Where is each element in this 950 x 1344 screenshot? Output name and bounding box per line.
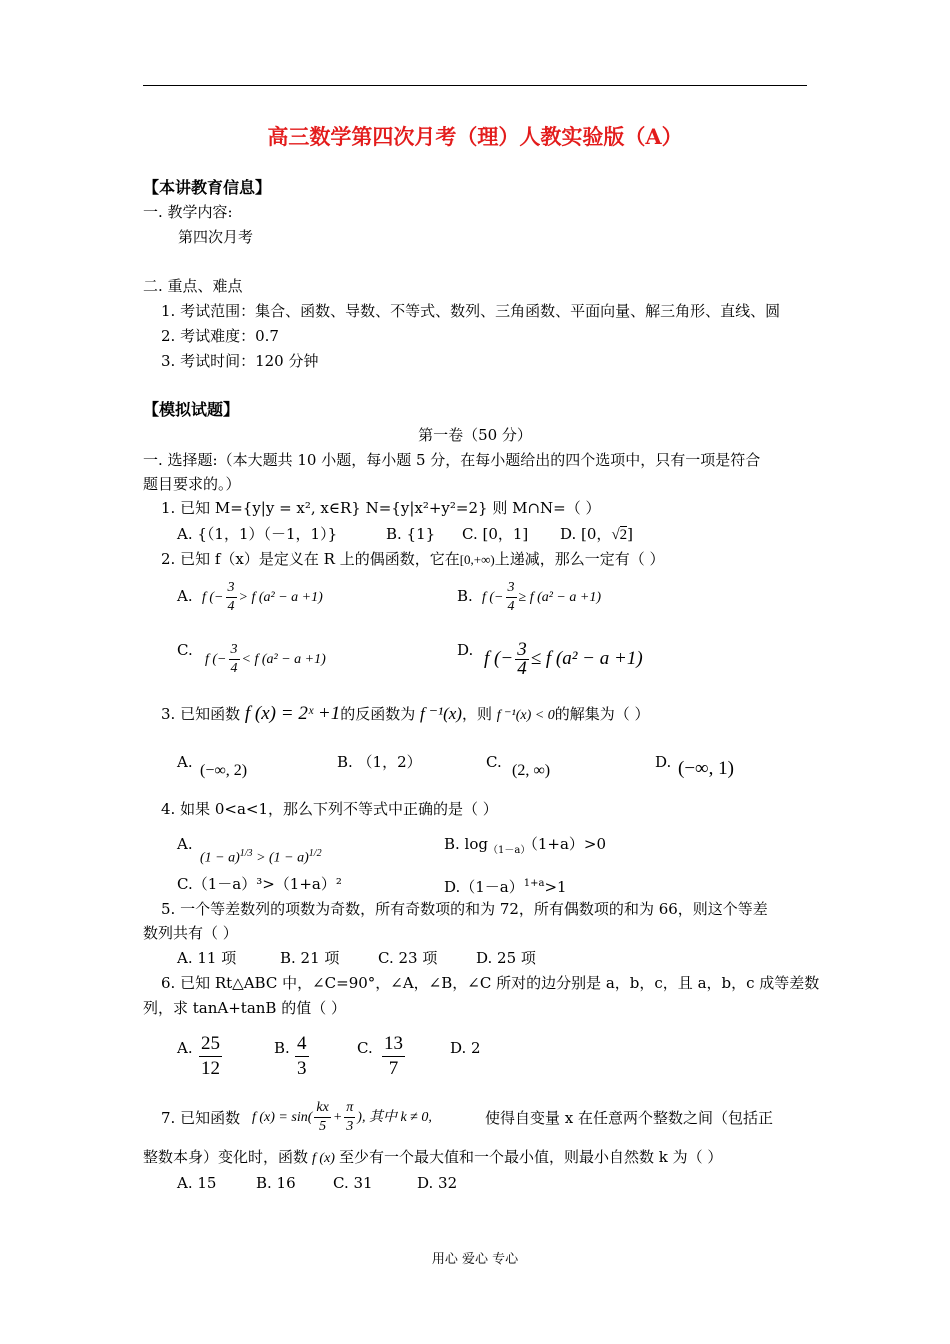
question-7-stem-mid: 使得自变量 x 在任意两个整数之间（包括正 bbox=[485, 1109, 773, 1127]
q7-option-a: A. 15 bbox=[177, 1174, 217, 1192]
page-title: 高三数学第四次月考（理）人教实验版（A） bbox=[267, 124, 683, 149]
q4-option-a-label: A. bbox=[177, 835, 193, 853]
question-1-stem: 1. 已知 M={y|y = x², x∈R} N={y|x²+y²=2} 则 M∩N=（ ） bbox=[161, 499, 601, 517]
q4-option-c: C.（1－a）³>（1+a）² bbox=[177, 875, 342, 893]
q1-option-b: B. {1} bbox=[386, 525, 436, 543]
q4-option-d: $D.(1-a)^{1+a}>1$ bbox=[444, 878, 567, 896]
q3-option-d: (−∞, 1) bbox=[678, 758, 734, 779]
question-3-stem: 3. 已知函数 f (x) = 2ˣ +1的反函数为 f ⁻¹(x)，则 f ⁻¹(x) < 0的解集为（ ） bbox=[161, 703, 650, 724]
question-5-stem: 5. 一个等差数列的项数为奇数，所有奇数项的和为 72，所有偶数项的和为 66，则这个等差 bbox=[161, 900, 768, 918]
key-item: 3. 考试时间：120 分钟 bbox=[161, 352, 319, 370]
q7-option-b: B. 16 bbox=[256, 1174, 296, 1192]
q7-option-d: D. 32 bbox=[417, 1174, 458, 1192]
q5-option-a: A. 11 项 bbox=[177, 949, 237, 967]
q6-option-a-label: A. bbox=[177, 1039, 193, 1057]
question-4-stem: 4. 如果 0<a<1，那么下列不等式中正确的是（ ） bbox=[161, 800, 498, 818]
q2-option-d: f (− $\frac{3}{4}$ ≤ f (a² − a +1) bbox=[484, 639, 643, 680]
q6-option-c: $\frac{13}{7}$ bbox=[384, 1033, 403, 1079]
q3-option-c-label: C. bbox=[486, 753, 502, 771]
q1-option-c: C. [0，1] bbox=[462, 525, 529, 543]
question-2-stem: 2. 已知 f（x）是定义在 R 上的偶函数，它在[0,+∞)上递减，那么一定有（ ） bbox=[161, 550, 665, 568]
q7-function: f (x) = sin( $\frac{kx}{5}$ + $\frac{\pi}{3}$ ), 其中 k ≠ 0, bbox=[252, 1100, 432, 1135]
question-6-stem: 6. 已知 Rt△ABC 中，∠C=90°，∠A，∠B，∠C 所对的边分别是 a，b，c，且 a，b，c 成等差数 bbox=[161, 974, 820, 992]
content-value: 第四次月考 bbox=[178, 228, 254, 246]
question-6-stem-cont: 列，求 tanA+tanB 的值（ ） bbox=[143, 999, 346, 1017]
q5-option-b: B. 21 项 bbox=[280, 949, 340, 967]
q4-option-a: $(1 - a)^{1/3} > (1 - a)^{1/2}$ bbox=[200, 848, 322, 866]
q6-option-c-label: C. bbox=[357, 1039, 373, 1057]
question-7-stem: 7. 已知函数 bbox=[161, 1109, 241, 1127]
q3-option-a: (−∞, 2) bbox=[200, 762, 248, 779]
question-7-stem-cont: 整数本身）变化时，函数 f (x) 至少有一个最大值和一个最小值，则最小自然数 k 为（ ） bbox=[143, 1148, 723, 1166]
q2-option-c: f (− $\frac{3}{4}$ < f (a² − a +1) bbox=[205, 642, 326, 677]
q6-option-b: $\frac{4}{3}$ bbox=[297, 1033, 307, 1079]
q2-option-a-label: A. bbox=[177, 587, 193, 605]
q3-option-c: (2, ∞) bbox=[512, 762, 551, 779]
key-item: 2. 考试难度：0.7 bbox=[161, 327, 279, 345]
q3-option-b: B. （1，2） bbox=[337, 753, 422, 771]
sqrt-symbol: √ bbox=[611, 527, 620, 543]
q7-option-c: C. 31 bbox=[333, 1174, 373, 1192]
q2-option-b: f (− $\frac{3}{4}$ ≥ f (a² − a +1) bbox=[482, 580, 601, 615]
q4-option-b: B. $\log_{(1-a)}(1+a)>0$ bbox=[444, 835, 606, 856]
q5-option-c: C. 23 项 bbox=[378, 949, 438, 967]
q3-option-d-label: D. bbox=[655, 753, 672, 771]
q5-option-d: D. 25 项 bbox=[476, 949, 536, 967]
q2-option-a: f (− $\frac{3}{4}$ > f (a² − a +1) bbox=[202, 580, 323, 615]
q6-option-b-label: B. bbox=[274, 1039, 290, 1057]
section-intro: 一. 选择题:（本大题共 10 小题，每小题 5 分，在每小题给出的四个选项中，只有一项是符合 bbox=[143, 451, 761, 469]
page-footer: 用心 爱心 专心 bbox=[431, 1252, 519, 1267]
part-title: 第一卷（50 分） bbox=[418, 426, 532, 444]
q2-option-d-label: D. bbox=[457, 641, 474, 659]
q3-option-a-label: A. bbox=[177, 753, 193, 771]
header-rule bbox=[143, 85, 807, 86]
info-heading: 【本讲教育信息】 bbox=[143, 178, 272, 197]
q2-option-c-label: C. bbox=[177, 641, 193, 659]
content-label: 一. 教学内容: bbox=[143, 203, 233, 221]
q2-option-b-label: B. bbox=[457, 587, 473, 605]
key-label: 二. 重点、难点 bbox=[143, 277, 243, 295]
q1-option-d: D. [0，√2] bbox=[560, 525, 634, 543]
q6-option-d: D. 2 bbox=[450, 1039, 481, 1057]
test-heading: 【模拟试题】 bbox=[143, 400, 240, 419]
q1-option-a: A. {（1，1）（－1，1）} bbox=[177, 525, 338, 543]
key-item: 1. 考试范围：集合、函数、导数、不等式、数列、三角函数、平面向量、解三角形、直线、圆 bbox=[161, 302, 781, 320]
q6-option-a: $\frac{25}{12}$ bbox=[201, 1033, 220, 1079]
question-5-stem-cont: 数列共有（ ） bbox=[143, 924, 238, 942]
section-intro-cont: 题目要求的。） bbox=[143, 475, 241, 493]
